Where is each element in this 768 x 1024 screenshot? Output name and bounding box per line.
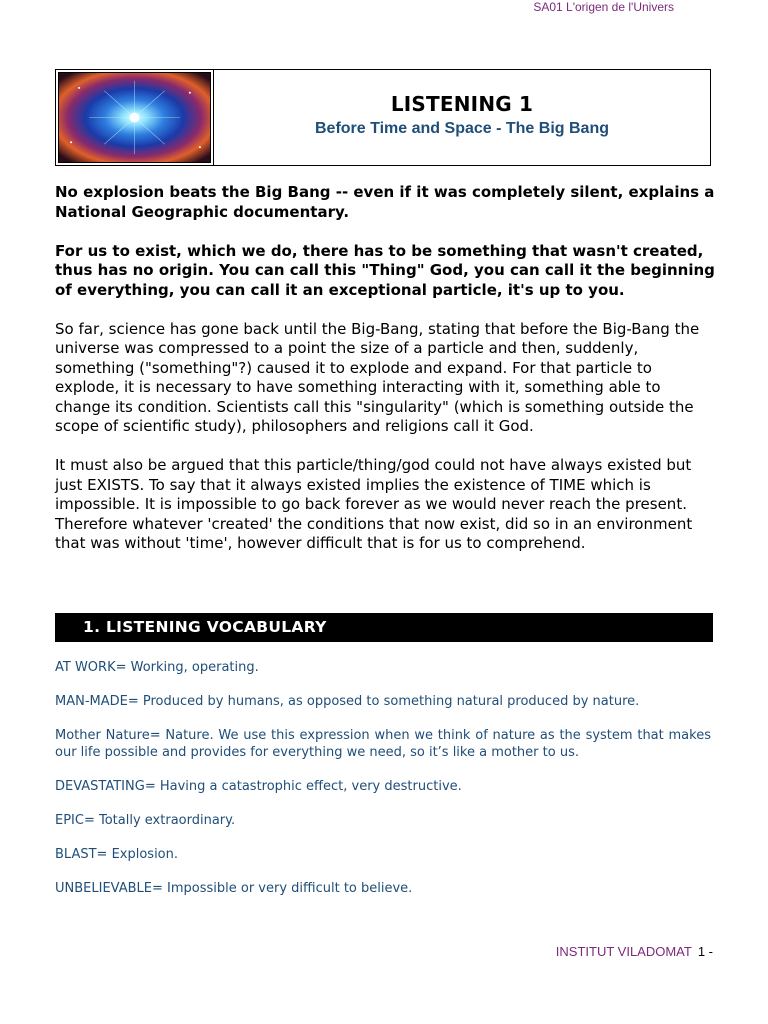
- time-paragraph: It must also be argued that this particle/thing/god could not have always existed but just EXISTS. To say that it always existed implies the existence of TIME which is impossible. It is impossible to go back forever as we would never reach the present. Therefore whatever 'created' the conditions that now exist, did so in an environment that was without 'time', however difficult that is for us to comprehend.: [55, 456, 693, 552]
- title-image-cell: [56, 70, 214, 165]
- vocabulary-list: [55, 659, 711, 914]
- title-text-cell: [214, 70, 710, 165]
- page-header: [533, 0, 674, 14]
- vocab-item-epic: EPIC= Totally extraordinary.: [55, 813, 236, 828]
- vocab-item-man-made: MAN-MADE= Produced by humans, as opposed to something natural produced by nature.: [55, 694, 640, 709]
- vocab-item-devastating: DEVASTATING= Having a catastrophic effect, very destructive.: [55, 779, 462, 794]
- document-reference: SA01 L'origen de l'Univers: [533, 0, 674, 14]
- vocab-item-blast: BLAST= Explosion.: [55, 847, 179, 862]
- nebula-illustration: [59, 73, 210, 162]
- title-box: [55, 69, 711, 166]
- vocab-item-mother-nature: Mother Nature= Nature. We use this expression when we think of nature as the system that makes our life possible and provides for everything we need, so it’s like a mother to us.: [55, 728, 711, 760]
- big-bang-image: [58, 72, 211, 163]
- intro-paragraph: No explosion beats the Big Bang -- even if it was completely silent, explains a National Geographic documentary.: [55, 183, 715, 221]
- existence-paragraph: For us to exist, which we do, there has to be something that wasn't created, thus has no origin. You can call this "Thing" God, you can call it the beginning of everything, you can call it an exceptional particle, it's up to you.: [55, 241, 715, 299]
- footer-institution: INSTITUT VILADOMAT: [555, 944, 692, 959]
- page-footer: [556, 944, 713, 959]
- page-number: 1 -: [697, 944, 713, 959]
- article-body: [55, 183, 715, 573]
- vocab-item-at-work: AT WORK= Working, operating.: [55, 660, 259, 675]
- section-heading-label: 1. LISTENING VOCABULARY: [83, 618, 327, 636]
- page-subtitle: Before Time and Space - The Big Bang: [315, 120, 609, 137]
- page-title: LISTENING 1: [390, 92, 534, 116]
- section-heading: [55, 613, 713, 642]
- vocab-item-unbelievable: UNBELIEVABLE= Impossible or very difficult to believe.: [55, 881, 413, 896]
- science-paragraph: So far, science has gone back until the Big-Bang, stating that before the Big-Bang the universe was compressed to a point the size of a particle and then, suddenly, something ("something"?) caused it to explode and expand. For that particle to explode, it is necessary to have something interacting with it, something able to change its condition. Scientists call this "singularity" (which is something outside the scope of scientific study), philosophers and religions call it God.: [55, 319, 700, 435]
